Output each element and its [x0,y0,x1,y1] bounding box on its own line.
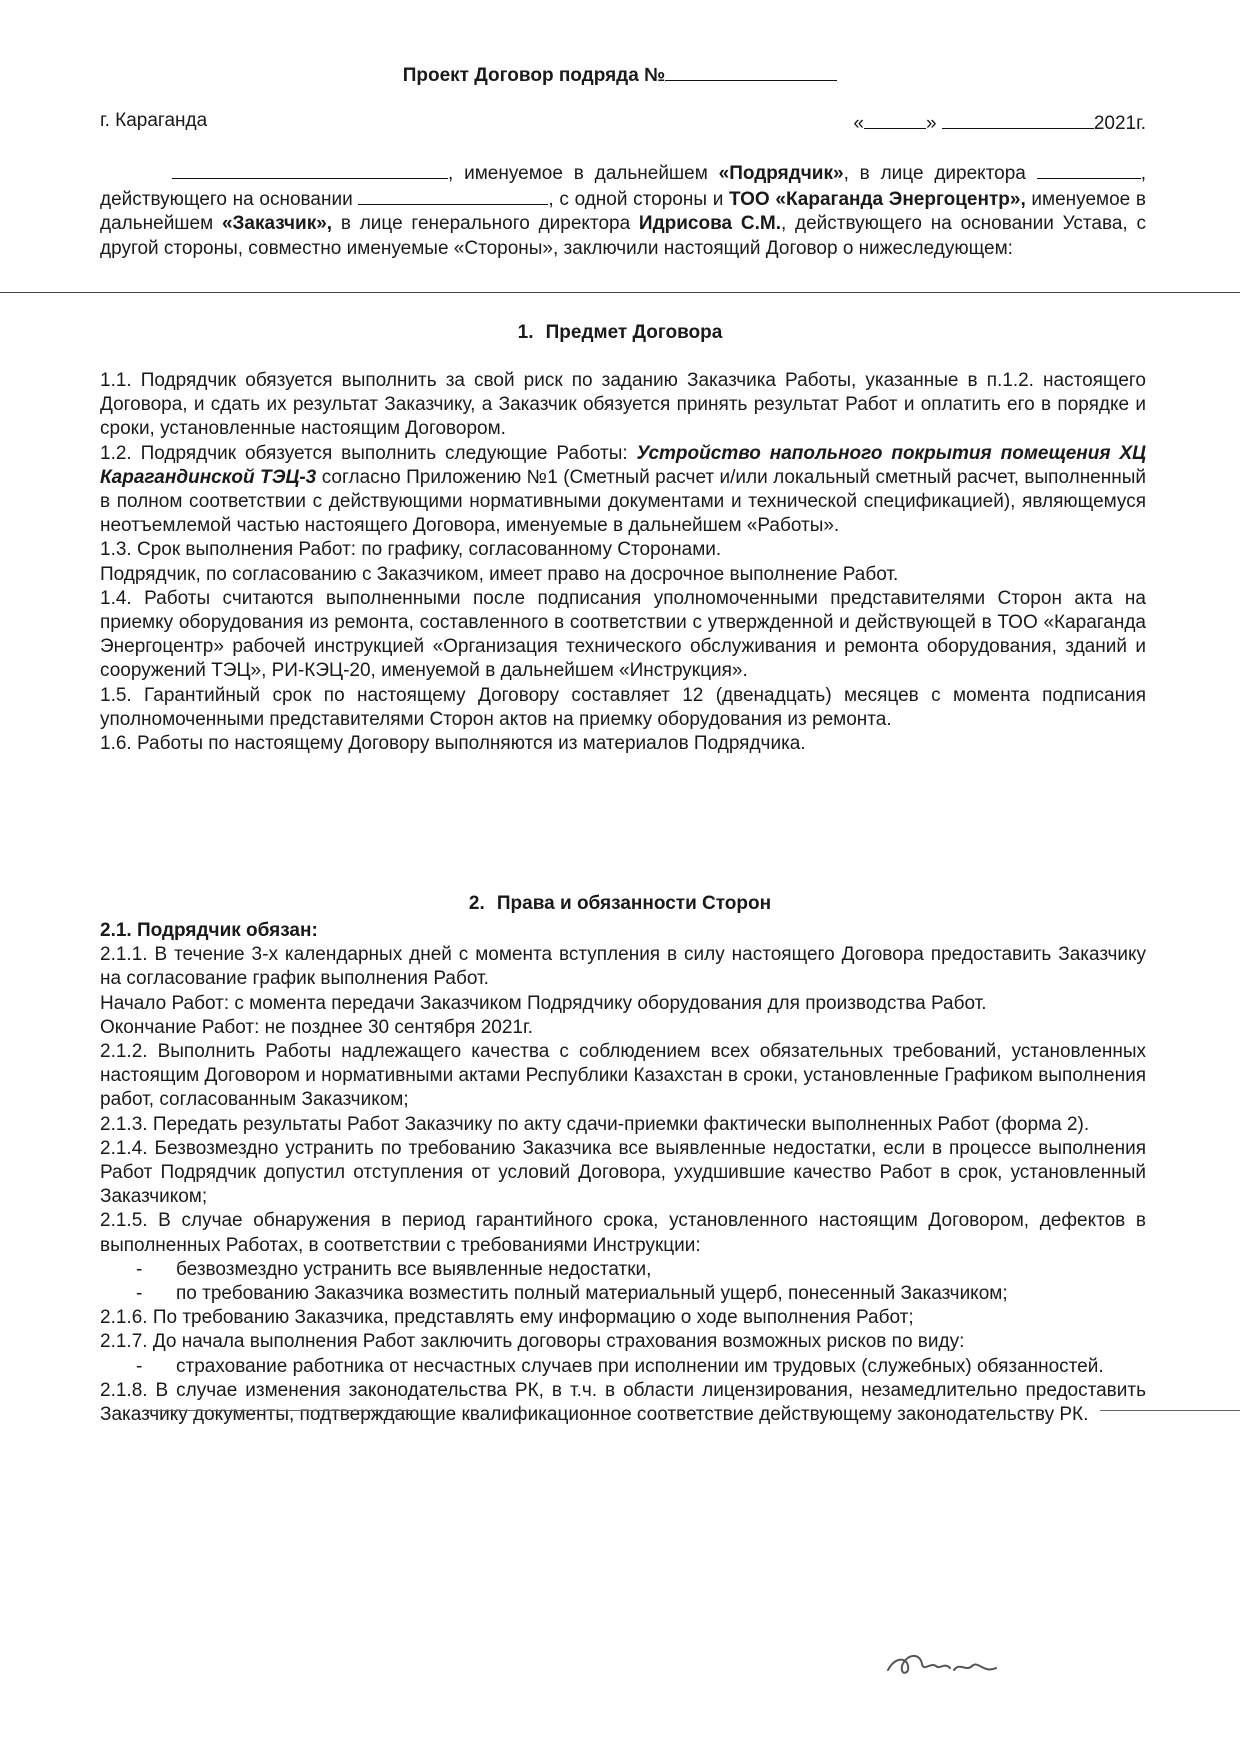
clause-1-6: 1.6. Работы по настоящему Договору выполняются из материалов Подрядчика. [100,733,806,755]
director-blank [1037,160,1141,179]
list-item-text: страхование работника от несчастных случаев при исполнении им трудовых (служебных) обязанностей. [176,1355,1104,1377]
dash-marker: - [136,1258,143,1280]
preamble-text: , в лице директора [843,163,1037,184]
list-item [100,1355,1146,1379]
clause-1-3-note: Подрядчик, по согласованию с Заказчиком, имеет право на досрочное выполнение Работ. [100,563,899,585]
scan-line [0,292,1240,293]
contract-number-blank [665,62,837,81]
works-end: Окончание Работ: не позднее 30 сентября 2021г. [100,1016,533,1038]
list-item-text: по требованию Заказчика возместить полный материальный ущерб, понесенный Заказчиком; [176,1283,1008,1305]
preamble-text: , с одной стороны и [548,189,730,211]
clause-text: 1.2. Подрядчик обязуется выполнить следующие Работы: [100,442,637,464]
clause-2-1-2: 2.1.2. Выполнить Работы надлежащего качества с соблюдением всех обязательных требований, установленных настоящим Договором и нормативными актами Республики Казахстан в сроки, установленные Графиком выполнения работ, согласованным Заказчиком; [100,1041,1146,1111]
subsection-2-1 [100,919,1146,943]
clause-2-1-8: 2.1.8. В случае изменения законодательства РК, в т.ч. в области лицензирования, незамедлительно предоставить Заказчику документы, подтверждающие квалификационное соответствие действующему законодательству РК. [100,1379,1146,1426]
contractor-term: «Подрядчик» [718,163,844,184]
clause-2-1-7: 2.1.7. До начала выполнения Работ заключить договоры страхования возможных рисков по виду: [100,1331,965,1353]
section-2-heading [0,893,1240,915]
clause-2-1-1: 2.1.1. В течение 3-х календарных дней с момента вступления в силу настоящего Договора предоставить Заказчику на согласование график выполнения Работ. [100,944,1146,990]
scan-line [1100,1410,1240,1411]
city-date-line [100,110,1146,136]
works-name: Устройство напольного покрытия помещения ХЦ Карагандинской ТЭЦ-3 [100,442,1146,488]
date-year: 2021г. [1093,113,1146,134]
list-item-text: безвозмездно устранить все выявленные недостатки, [176,1258,652,1280]
section-title: Права и обязанности Сторон [496,893,772,914]
clause-2-1-6: 2.1.6. По требованию Заказчика, представлять ему информацию о ходе выполнения Работ; [100,1307,914,1329]
section-number: 2. [468,893,485,914]
section-1-heading [0,322,1240,344]
date-quote-close: » [925,113,937,134]
preamble [100,160,1146,261]
list-item [100,1282,1146,1306]
dash-marker: - [136,1283,143,1305]
clause-2-1-3: 2.1.3. Передать результаты Работ Заказчику по акту сдачи-приемки фактически выполненных Работ (форма 2). [100,1113,1090,1135]
signature-mark [880,1640,1040,1690]
date-quote-open: « [853,113,864,134]
preamble-text: , именуемое в дальнейшем [448,163,719,184]
section-2-body [100,919,1146,1427]
clause-1-1: 1.1. Подрядчик обязуется выполнить за свой риск по заданию Заказчика Работы, указанные в п.1.2. настоящего Договора, и сдать их результат Заказчику, а Заказчик обязуется принять результат Работ и оплатить его в порядке и сроки, установленные настоящим Договором. [100,370,1146,440]
clause-1-2 [100,442,1146,539]
clause-1-5: 1.5. Гарантийный срок по настоящему Договору составляет 12 (двенадцать) месяцев с момента подписания уполномоченными представителями Сторон актов на приемку оборудования из ремонта. [100,684,1146,730]
day-blank [864,110,926,129]
section-1-body [100,369,1146,756]
subsection-title: 2.1. Подрядчик обязан: [100,920,318,941]
clause-text: согласно Приложению №1 (Сметный расчет и/или локальный сметный расчет, выполненный в полном соответствии с действующими нормативными документами и технической спецификацией), являющемуся неотъемлемой частью настоящего Договора, именуемые в дальнейшем «Работы». [100,466,1147,537]
works-start: Начало Работ: с момента передачи Заказчиком Подрядчику оборудования для производства Работ. [100,992,987,1014]
preamble-text: в лице генерального директора [332,213,639,235]
clause-2-1-5: 2.1.5. В случае обнаружения в период гарантийного срока, установленного настоящим Договором, дефектов в выполненных Работах, в соответствии с требованиями Инструкции: [100,1210,1146,1256]
clause-2-1-4: 2.1.4. Безвозмездно устранить по требованию Заказчика все выявленные недостатки, если в процессе выполнения Работ Подрядчик допустил отступления от условий Договора, ухудшившие качество Работ в срок, установленный Заказчиком; [100,1137,1146,1208]
director-name: Идрисова С.М. [638,213,781,235]
month-blank [942,110,1094,129]
document-title [0,62,1240,87]
customer-company: ТОО «Караганда Энергоцентр», [729,189,1026,211]
city: г. Караганда [100,110,208,131]
title-text: Проект Договор подряда № [402,65,666,86]
clause-1-4: 1.4. Работы считаются выполненными после подписания уполномоченными представителями Сторон акта на приемку оборудования из ремонта, составленного в соответствии с утвержденной и действующей в ТОО «Караганда Энергоцентр» рабочей инструкцией «Организация технического обслуживания и ремонта оборудования, зданий и сооружений ТЭЦ», РИ-КЭЦ-20, именуемой в дальнейшем «Инструкция». [100,587,1146,682]
preamble-text: , действующего на основании Устава, с другой стороны, совместно именуемые «Стороны», заключили настоящий Договор о нижеследующем: [100,213,1146,259]
section-title: Предмет Договора [545,322,723,343]
basis-blank [358,186,548,205]
dash-marker: - [136,1355,143,1377]
contractor-name-blank [172,160,448,179]
date-field [853,110,1146,135]
list-item [100,1258,1146,1282]
clause-1-3: 1.3. Срок выполнения Работ: по графику, согласованному Сторонами. [100,539,722,561]
customer-term: «Заказчик», [221,213,333,235]
preamble-text: именуемое в дальнейшем [100,189,1146,235]
scan-line [148,1410,418,1411]
section-number: 1. [517,322,534,343]
preamble-text: , действующего на основании [100,163,1146,211]
